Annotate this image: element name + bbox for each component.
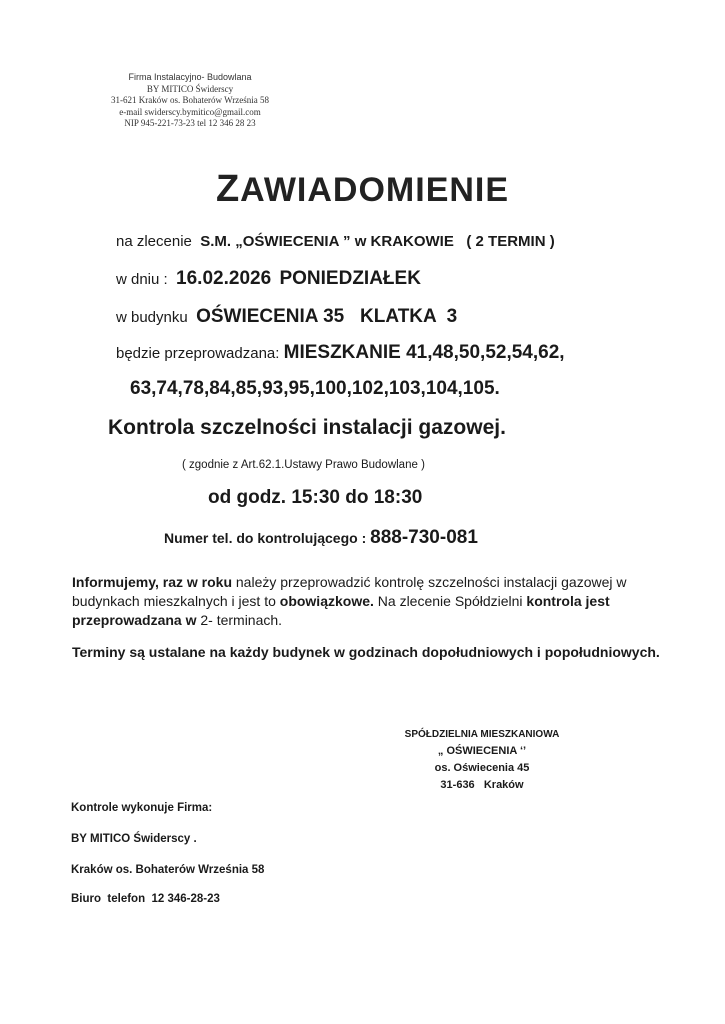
zlecenie-client: S.M. „OŚWIECENIA ” w KRAKOWIE	[200, 233, 454, 250]
info-text-1: należy przeprowadzić kontrolę szczelności instalacji gazowej w budynkach mieszkalnych i jest to	[72, 574, 627, 609]
info-paragraph	[72, 573, 662, 630]
info-text-3: 2- terminach.	[196, 612, 283, 628]
footer-phone: Biuro telefon 12 346-28-23	[71, 893, 220, 905]
date-line	[116, 268, 421, 290]
zlecenie-label: na zlecenie	[116, 233, 192, 250]
building-value: OŚWIECENIA 35 KLATKA 3	[196, 306, 458, 327]
letterhead	[80, 72, 300, 130]
inspector-phone-number: 888-730-081	[370, 527, 478, 548]
date-weekday: PONIEDZIAŁEK	[279, 268, 421, 289]
legal-basis: ( zgodnie z Art.62.1.Ustawy Prawo Budowlane )	[182, 459, 425, 471]
letterhead-address: 31-621 Kraków os. Bohaterów Września 58	[111, 95, 269, 105]
apartments-line-1	[116, 342, 565, 364]
cooperative-signature	[392, 726, 572, 794]
letterhead-nip-phone: NIP 945-221-73-23 tel 12 346 28 23	[124, 118, 256, 128]
building-line	[116, 306, 457, 328]
footer-address: Kraków os. Bohaterów Września 58	[71, 864, 265, 876]
schedule-paragraph: Terminy są ustalane na każdy budynek w godzinach dopołudniowych i popołudniowych.	[72, 644, 660, 660]
title-rest: AWIADOMIENIE	[240, 171, 510, 209]
signature-name: SPÓŁDZIELNIA MIESZKANIOWA	[404, 729, 560, 740]
document-title	[0, 168, 725, 211]
footer-company: BY MITICO Świderscy .	[71, 833, 197, 845]
apartments-label: będzie przeprowadzana:	[116, 345, 280, 362]
date-value: 16.02.2026	[176, 268, 272, 289]
apartments-list-1: MIESZKANIE 41,48,50,52,54,62,	[283, 342, 565, 363]
title-first-letter: Z	[215, 168, 241, 210]
inspector-phone-label: Numer tel. do kontrolującego :	[164, 530, 367, 546]
info-bold-2: obowiązkowe.	[279, 593, 374, 609]
info-text-2: Na zlecenie Spółdzielni	[373, 593, 527, 609]
info-bold-1: Informujemy, raz w roku	[72, 574, 232, 590]
signature-city: 31-636 Kraków	[440, 779, 524, 791]
letterhead-company-name: BY MITICO Świderscy	[146, 83, 234, 94]
building-label: w budynku	[116, 309, 188, 326]
hours: od godz. 15:30 do 18:30	[208, 487, 423, 508]
date-label: w dniu :	[116, 271, 168, 288]
zlecenie-termin: ( 2 TERMIN )	[466, 233, 555, 250]
apartments-list-2: 63,74,78,84,85,93,95,100,102,103,104,105.	[130, 378, 500, 399]
letterhead-company-type: Firma Instalacyjno- Budowlana	[128, 72, 252, 82]
footer-heading: Kontrole wykonuje Firma:	[71, 802, 213, 814]
inspection-heading: Kontrola szczelności instalacji gazowej.	[108, 416, 506, 439]
info-bold-3: kontrola jest przeprowadzana w	[72, 593, 610, 628]
letterhead-email: e-mail swiderscy.bymitico@gmail.com	[119, 106, 261, 117]
signature-address: os. Oświecenia 45	[434, 762, 530, 774]
zlecenie-line	[116, 233, 555, 250]
inspector-phone-line	[164, 527, 478, 549]
signature-cooperative: „ OŚWIECENIA ‘’	[437, 745, 527, 757]
